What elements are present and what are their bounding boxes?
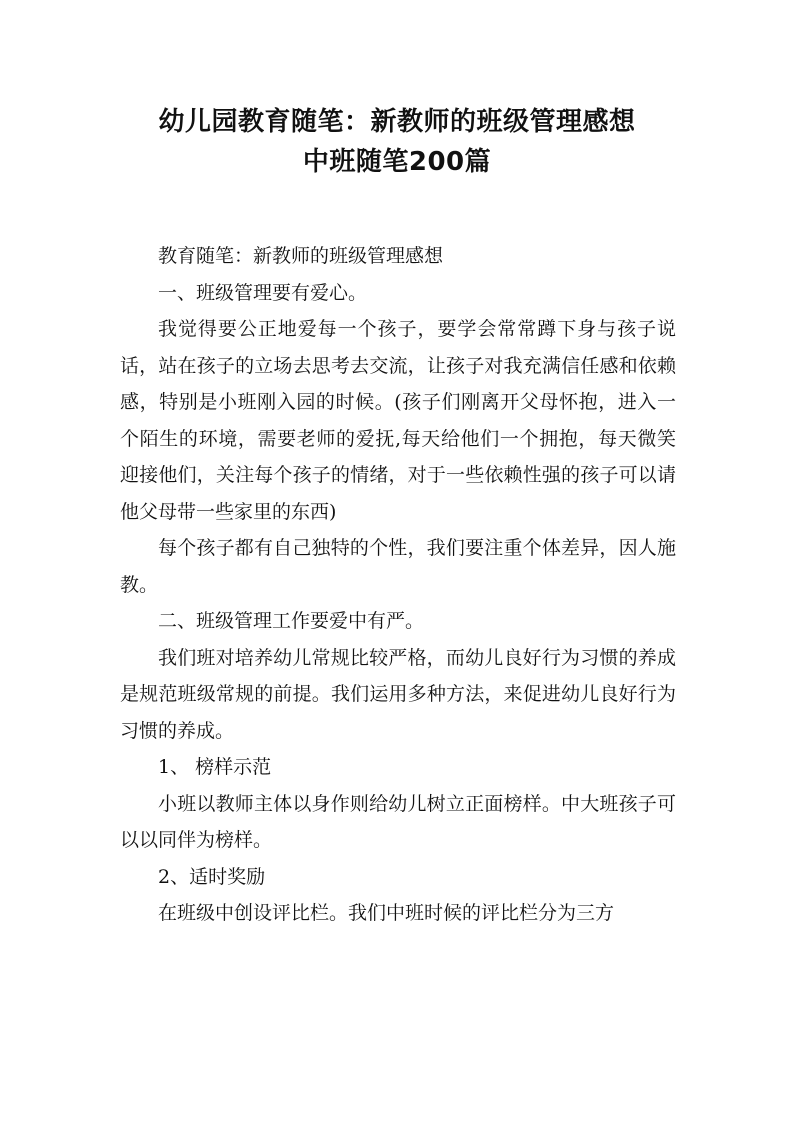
- paragraph: 小班以教师主体以身作则给幼儿树立正面榜样。中大班孩子可以以同伴为榜样。: [120, 792, 676, 851]
- paragraph: 每个孩子都有自己独特的个性，我们要注重个体差异，因人施教。: [120, 537, 676, 596]
- paragraph: 我觉得要公正地爱每一个孩子，要学会常常蹲下身与孩子说话，站在孩子的立场去思考去交流，让孩子对我充满信任感和依赖感，特别是小班刚入园的时候。(孩子们刚离开父母怀抱，进入一个陌生的环境，需要老师的爱抚,每天给他们一个拥抱，每天微笑迎接他们，关注每个孩子的情绪，对于一些依赖性强的孩子可以请他父母带一些家里的东西): [120, 318, 676, 523]
- list-item-heading-2: 2、适时奖励: [158, 865, 266, 888]
- list-item-heading-1: 1、 榜样示范: [158, 756, 272, 778]
- document-body: [120, 238, 676, 932]
- document-title-line-2: 中班随笔200篇: [302, 147, 492, 177]
- paragraph-subtitle: 教育随笔：新教师的班级管理感想: [158, 245, 444, 267]
- section-heading-1: 一、班级管理要有爱心。: [158, 281, 368, 304]
- document-title-line-1: 幼儿园教育随笔：新教师的班级管理感想: [158, 107, 636, 137]
- paragraph: 我们班对培养幼儿常规比较严格，而幼儿良好行为习惯的养成是规范班级常规的前提。我们运用多种方法，来促进幼儿良好行为习惯的养成。: [120, 646, 676, 742]
- paragraph: 在班级中创设评比栏。我们中班时候的评比栏分为三方: [158, 902, 615, 924]
- section-heading-2: 二、班级管理工作要爱中有严。: [158, 610, 425, 632]
